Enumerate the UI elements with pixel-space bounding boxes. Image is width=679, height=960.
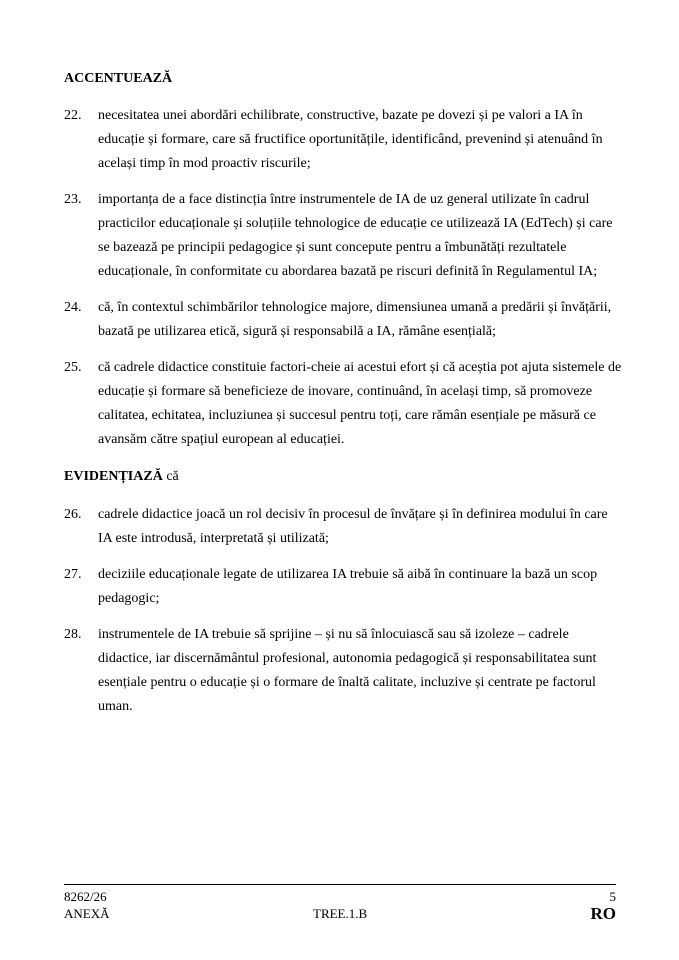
- list-item: [64, 296, 624, 344]
- item-text: instrumentele de IA trebuie să sprijine – și nu să înlocuiască sau să izoleze – cadrele didactice, iar discernământul profesional, autonomia pedagogică și responsabilitatea sunt esențiale pentru o educație și o formare de înaltă calitate, incluzive și centrate pe factorul uman.: [98, 627, 597, 714]
- list-item: [64, 188, 624, 284]
- item-number: 27.: [64, 567, 82, 582]
- page-number: 5: [609, 889, 616, 904]
- annex-label: ANEXĂ: [64, 906, 110, 921]
- section-heading-accentueaza: ACCENTUEAZĂ: [64, 71, 173, 86]
- item-number: 25.: [64, 360, 82, 375]
- item-text: cadrele didactice joacă un rol decisiv în procesul de învățare și în definirea modului în care IA este introdusă, interpretată și utilizată;: [98, 507, 608, 546]
- item-text: deciziile educaționale legate de utilizarea IA trebuie să aibă în continuare la bază un scop pedagogic;: [98, 567, 598, 606]
- item-text: necesitatea unei abordări echilibrate, constructive, bazate pe dovezi și pe valori a IA în educație și formare, care să fructifice oportunitățile, identificând, prevenind și atenuând în același timp în mod proactiv riscurile;: [98, 108, 603, 171]
- item-text: că cadrele didactice constituie factori-cheie ai acestui efort și că aceștia pot ajuta sistemele de educație și formare să beneficieze de inovare, continuând, în același timp, să promoveze calitatea, echitatea, incluziunea și succesul pentru toți, care rămân esențiale pe măsură ce avansăm către spațiul european al educației.: [98, 360, 622, 447]
- section-heading-evidentiaza: EVIDENȚIAZĂ că: [64, 469, 179, 484]
- list-item: [64, 503, 624, 551]
- doc-number: 8262/26: [64, 889, 107, 904]
- language-code: RO: [590, 904, 616, 923]
- list-item: [64, 104, 624, 176]
- item-number: 28.: [64, 627, 82, 642]
- list-item: [64, 356, 624, 452]
- item-text: importanța de a face distincția între instrumentele de IA de uz general utilizate în cadrul practicilor educaționale și soluțiile tehnologice de educație ce utilizează IA (EdTech) și care se bazează pe principii pedagogice și sunt concepute pentru a îmbunătăți rezultatele educaționale, în conformitate cu abordarea bazată pe riscuri definită în Regulamentul IA;: [98, 192, 613, 279]
- list-item: [64, 623, 624, 719]
- footer-divider: [64, 884, 616, 885]
- item-number: 26.: [64, 507, 82, 522]
- item-number: 23.: [64, 192, 82, 207]
- doc-code: TREE.1.B: [313, 906, 368, 921]
- item-number: 24.: [64, 300, 82, 315]
- item-text: că, în contextul schimbărilor tehnologice majore, dimensiunea umană a predării și învățării, bazată pe utilizarea etică, sigură și responsabilă a IA, rămâne esențială;: [98, 300, 612, 339]
- item-number: 22.: [64, 108, 82, 123]
- list-item: [64, 563, 624, 611]
